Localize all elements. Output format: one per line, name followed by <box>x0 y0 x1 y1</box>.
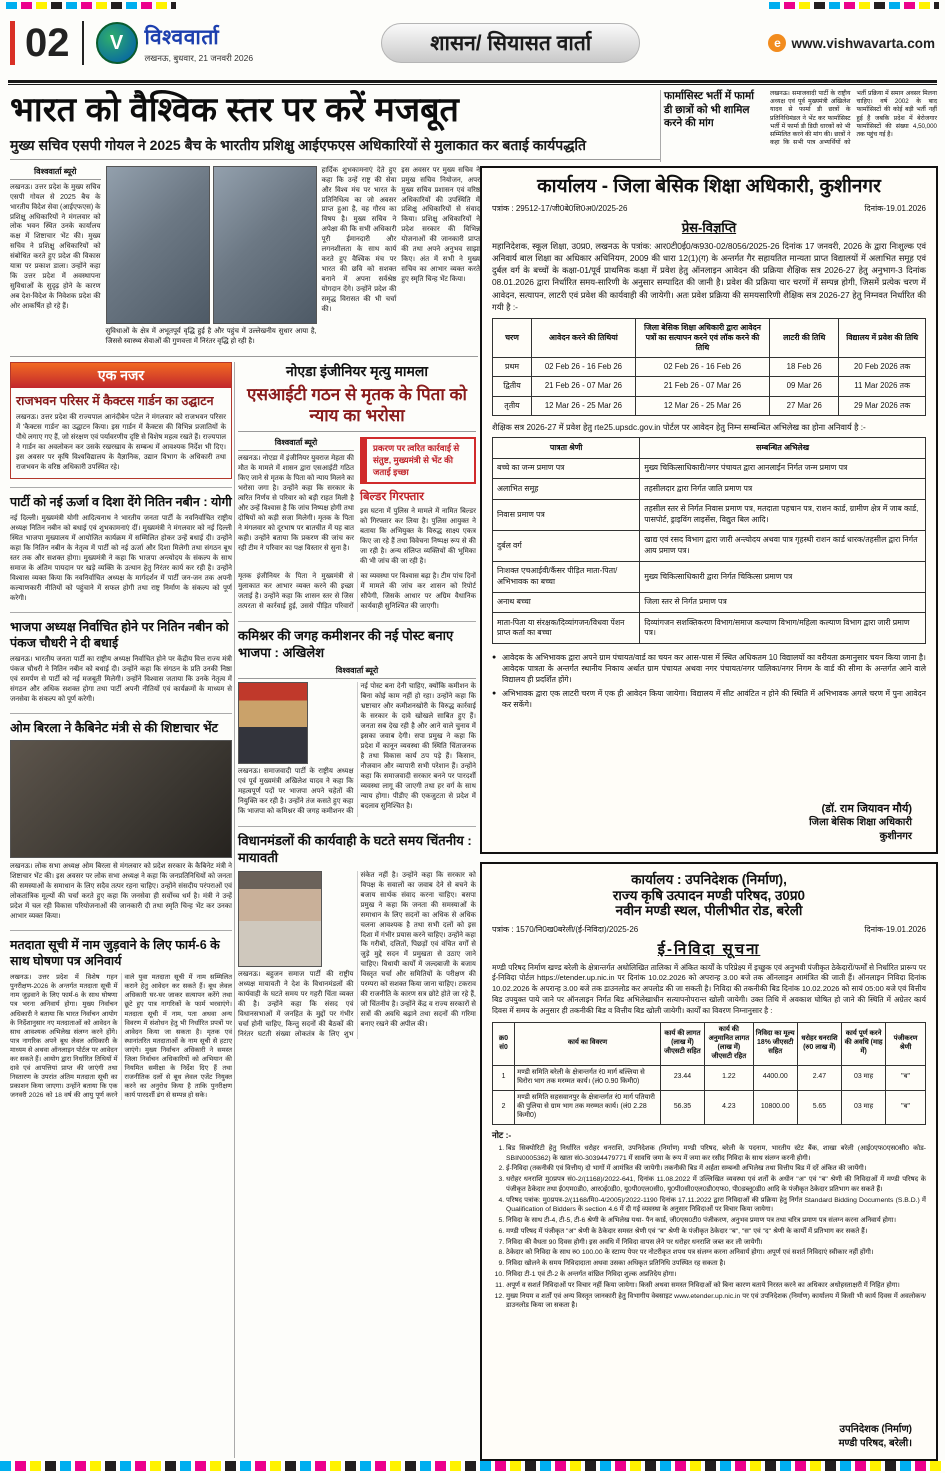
etender-title: ई-निविदा सूचना <box>657 940 761 958</box>
cell: 56.35 <box>660 1090 704 1124</box>
page-header <box>10 12 935 74</box>
notice-ref-row <box>492 203 926 214</box>
tender-intro: मण्डी परिषद निर्माण खण्ड बरेली के क्षेत्रान्तर्गत अधोलिखित तालिका में अंकित कार्यों के परिप्रेक्ष्य में इच्छुक एवं अनुभवी पंजीकृत ठेकेदारों/फर्मों से निर्धारित प्रारूप पर ई-निविदा पोर्टल https://etender.up.nic.in पर दिनांक 10.02.2026 को अपरान्ह 3.00 बजे तक ऑनलाइन आमंत्रित की जाती हैं। ऑनलाइन निविदा दिनांक 10.02.2026 के अपरान्ह 3.00 बजे तक डाउनलोड कर अपलोड की जा सकती है। निविदा की तकनीकी बिड दिनांक 10.02.2026 को सायं 05:00 बजे एवं वित्तीय बिड उपयुक्त पाये जाने पर ऑनलाइन निर्गत बिड अभिलेखाधीन सत्यापनोपरान्त खोली जायेगी। उक्त तिथि में अवकाश घोषित हो जाने की स्थिति में अग्रेतर कार्य दिवस में समय के अनुसार ही तकनीकी बिड व वित्तीय बिड खोली जायेगी। कार्यों का विवरण निम्नानुसार है : <box>492 962 926 1016</box>
notes-label: नोट :- <box>492 1129 512 1140</box>
cell: 4400.00 <box>753 1065 797 1090</box>
cell: तहसील स्तर से निर्गत निवास प्रमाण पत्र, मतदाता पहचान पत्र, राशन कार्ड, ग्रामीण क्षेत्र में जाब कार्ड, पासपोर्ट, ड्राइविंग लाइसेंस, विद्युत बिल आदि। <box>640 499 926 530</box>
cell: मुख्य चिकित्साधिकारी/नगर पंचायत द्वारा आनलाईन निर्गत जन्म प्रमाण पत्र <box>640 458 926 479</box>
table-header-row <box>493 438 926 459</box>
builder-arrest-subhead: बिल्डर गिरफ्तार <box>360 491 424 504</box>
byline: विश्ववार्ता ब्यूरो <box>10 166 101 180</box>
notice-ref-row <box>492 924 926 935</box>
header-divider <box>8 80 937 85</box>
registration-marks-top-left <box>6 2 176 9</box>
cell: तृतीय <box>493 396 532 415</box>
table-row <box>493 458 926 479</box>
cell: 03 माह <box>841 1090 885 1124</box>
table-row <box>493 530 926 561</box>
article-headline: मतदाता सूची में नाम जुड़वाने के लिए फार्म-6 के साथ घोषणा पत्र अनिवार्य <box>10 937 220 968</box>
cell: विद्यालय में प्रवेश की तिथि <box>839 318 926 357</box>
akhilesh-photo <box>238 682 308 764</box>
page-number: 02 <box>10 21 84 65</box>
article-body: लखनऊ। लोक सभा अध्यक्ष ओम बिरला से मंगलवार को प्रदेश सरकार के कैबिनेट मंत्री ने शिष्टाचार भेंट की। इस अवसर पर लोक सभा अध्यक्ष ने कहा कि जनप्रतिनिधियों को जनता की समस्याओं के समाधान के लिए सदैव तत्पर रहना चाहिए। उन्होंने संसदीय परंपराओं एवं लोकतांत्रिक मूल्यों की चर्चा करते हुए कहा कि जनसेवा ही सर्वोच्च धर्म है। मंत्री ने उन्हें प्रदेश में चल रही विकास परियोजनाओं की जानकारी दी तथा स्मृति चिन्ह भेंट कर उनका आभार व्यक्त किया। <box>10 863 232 920</box>
cell: 1.22 <box>705 1065 754 1090</box>
note-item: 6. मण्डी परिषद में पंजीकृत "अ" श्रेणी के ठेकेदार समस्त श्रेणी एवं "ब" श्रेणी के पंजीकृत ठेकेदार "ब", "स" एवं "द" श्रेणी के कार्यों में प्रतिभाग कर सकते हैं। <box>506 1227 926 1236</box>
article-body: लखनऊ। बहुजन समाज पार्टी की राष्ट्रीय अध्यक्ष मायावती ने देश के विधानमंडलों की कार्यवाही के घटते समय पर गहरी चिंता व्यक्त की है। उन्होंने कहा कि संसद एवं विधानसभाओं में जनहित के मुद्दों पर गंभीर चर्चा होनी चाहिए, किन्तु सदनों की बैठकों की निरंतर घटती संख्या लोकतंत्र के लिए शुभ संकेत नहीं है। उन्होंने कहा कि सरकार को विपक्ष के सवालों का जवाब देने से बचने के बजाय सार्थक संवाद करना चाहिए। बसपा प्रमुख ने कहा कि जनता की समस्याओं के समाधान के लिए सदनों का अधिक से अधिक चलना आवश्यक है तथा सभी दलों को इस दिशा में गंभीर प्रयास करने चाहिए। उन्होंने कहा कि गरीबों, दलितों, पिछड़ों एवं वंचित वर्गों से जुड़े मुद्दे सदन में प्रमुखता से उठाए जाने चाहिए। विधायी कार्यों में जल्दबाजी के बजाय विस्तृत चर्चा और समितियों के परीक्षण की परम्परा को सशक्त किया जाना चाहिए। टकराव की राजनीति के कारण सत्र छोटे होते जा रहे हैं, जो चिंतनीय है। उन्होंने केंद्र व राज्य सरकारों से सत्रों की अवधि बढ़ाने तथा सदनों की गरिमा बनाए रखने की अपील की। <box>238 871 476 1038</box>
signature-block <box>492 1423 926 1451</box>
documents-table <box>492 437 926 644</box>
sit-left-column <box>238 437 354 566</box>
cell: दिव्यांगजन सशक्तिकरण विभाग/समाज कल्याण विभाग/महिला कल्याण विभाग द्वारा जारी प्रमाण पत्र। <box>640 613 926 644</box>
logo-letter: V <box>109 31 124 54</box>
section-bar <box>253 23 768 63</box>
masthead-brand <box>96 22 254 64</box>
press-release-title: प्रेस-विज्ञप्ति <box>681 219 737 235</box>
article-body: नई दिल्ली। मुख्यमंत्री योगी आदित्यनाथ ने भारतीय जनता पार्टी के नवनिर्वाचित राष्ट्रीय अध्यक्ष नितिन नबीन को बधाई एवं शुभकामनाएं दीं। मुख्यमंत्री ने मंगलवार को नई दिल्ली स्थित भाजपा मुख्यालय में आयोजित कार्यक्रम में सम्मिलित होकर उन्हें बधाई दी। उन्होंने कहा कि नितिन नबीन के नेतृत्व में पार्टी को नई ऊर्जा और दिशा मिलेगी तथा संगठन बूथ स्तर तक और सशक्त होगा। मुख्यमंत्री ने कहा कि भाजपा अन्त्योदय के संकल्प के साथ समाज के अंतिम पायदान पर खड़े व्यक्ति के उत्थान हेतु निरंतर कार्य कर रही है। उन्होंने विश्वास व्यक्त किया कि नवनिर्वाचित अध्यक्ष के मार्गदर्शन में पार्टी जन-जन तक अपनी कल्याणकारी नीतियों को पहुंचाने में सफल होगी तथा राष्ट्र निर्माण के संकल्प को पूर्ण करेगी। <box>10 515 232 602</box>
cell: तहसीलदार द्वारा निर्गत जाति प्रमाण पत्र <box>640 479 926 500</box>
lead-paragraph-1: लखनऊ। उत्तर प्रदेश के मुख्य सचिव एसपी गोयल से 2025 बैच के भारतीय विदेश सेवा (आईएफएस) के प्रशिक्षु अधिकारियों ने मंगलवार को लोक भवन स्थित उनके कार्यालय कक्ष में शिष्टाचार भेंट की। मुख्य सचिव ने प्रशिक्षु अधिकारियों को संबोधित करते हुए प्रदेश की विकास यात्रा पर प्रकाश डाला। उन्होंने कहा कि उत्तर प्रदेश में अवस्थापना सुविधाओं के सुदृढ़ होने के कारण अब देश-विदेश के निवेशक प्रदेश की ओर आकर्षित हो रहे हैं। <box>10 183 101 310</box>
table-row <box>493 1065 926 1090</box>
note-item: 2. ई-निविदा (तकनीकी एवं वित्तीय) दो भागों में आमंत्रित की जायेगी। तकनीकी बिड में अर्हता सम्बन्धी अभिलेख तथा वित्तीय बिड में दरें अंकित की जायेंगी। <box>506 1164 926 1173</box>
table-row <box>493 479 926 500</box>
cell: लाटरी की तिथि <box>770 318 839 357</box>
lead-photo-left <box>106 166 210 324</box>
cell: निःशक्त एचआईवी/कैंसर पीड़ित माता-पिता/अभिभावक का बच्चा <box>493 561 640 592</box>
article-body: लखनऊ। उत्तर प्रदेश में विशेष गहन पुनरीक्षण-2026 के अन्तर्गत मतदाता सूची में नाम जुड़वाने के लिए फार्म-6 के साथ घोषणा पत्र भरना अनिवार्य होगा। मुख्य निर्वाचन अधिकारी ने बताया कि भारत निर्वाचन आयोग के निर्देशानुसार नए मतदाताओं को आवेदन के साथ आवश्यक अभिलेख संलग्न करने होंगे। पात्र नागरिक अपने बूथ लेवल अधिकारी के माध्यम से अथवा ऑनलाइन पोर्टल पर आवेदन कर सकते हैं। आयोग द्वारा निर्धारित तिथियों में दावे एवं आपत्तियां प्राप्त की जाएंगी तथा निस्तारण के उपरांत अंतिम मतदाता सूची का प्रकाशन किया जाएगा। उन्होंने बताया कि एक जनवरी 2026 को 18 वर्ष की आयु पूर्ण करने वाले युवा मतदाता सूची में नाम सम्मिलित कराने हेतु आवेदन कर सकते हैं। बूथ लेवल अधिकारी घर-घर जाकर सत्यापन करेंगे तथा छूटे हुए पात्र नागरिकों के फार्म भरवाएंगे। मतदाता सूची में नाम, पता अथवा अन्य विवरण में संशोधन हेतु भी निर्धारित प्रपत्रों पर आवेदन किया जा सकता है। मृतक एवं स्थानांतरित मतदाताओं के नाम सूची से हटाए जाएंगे। मुख्य निर्वाचन अधिकारी ने समस्त जिला निर्वाचन अधिकारियों को अभियान की नियमित समीक्षा के निर्देश दिए हैं तथा राजनीतिक दलों से बूथ लेवल एजेंट नियुक्त करने का अनुरोध किया है ताकि पुनरीक्षण कार्य पारदर्शी ढंग से सम्पन्न हो सके। <box>10 974 232 1100</box>
note-item: 8. ठेकेदार को निविदा के साथ रु0 100.00 के स्टाम्प पेपर पर नोटरीकृत शपथ पत्र संलग्न करना अनिवार्य होगा। अपूर्ण एवं सशर्त निविदाएं स्वीकार नहीं होंगी। <box>506 1248 926 1257</box>
cell: खाद्य एवं रसद विभाग द्वारा जारी अन्त्योदय अथवा पात्र गृहस्थी राशन कार्ड धारक/तहसील द्वारा निर्गत आय प्रमाण पत्र। <box>640 530 926 561</box>
sit-right-column <box>360 437 476 566</box>
signatory-name: (डॉ. राम जियावन मौर्य) <box>821 803 912 815</box>
article-headline: पार्टी को नई ऊर्जा व दिशा देंगे नितिन नबीन : योगी <box>10 494 232 509</box>
note-item: 9. निविदा खोलने के समय निविदादाता अथवा उसका अधिकृत प्रतिनिधि उपस्थित रह सकता है। <box>506 1259 926 1268</box>
left-article-pankaj <box>10 612 232 705</box>
cell: 10800.00 <box>753 1090 797 1124</box>
notice-bullets <box>492 650 926 711</box>
cell: निवास प्रमाण पत्र <box>493 499 640 530</box>
cell: पात्रता श्रेणी <box>493 438 640 459</box>
cell: 12 Mar 26 - 25 Mar 26 <box>635 396 769 415</box>
cell: 21 Feb 26 - 07 Mar 26 <box>531 377 635 396</box>
cell: कार्य की लागत (लाख में) जीएसटी सहित <box>660 1022 704 1065</box>
lead-bottom-divider <box>10 356 478 357</box>
cell: सम्बन्धित अभिलेख <box>640 438 926 459</box>
table-row <box>493 613 926 644</box>
photo-row <box>106 166 317 324</box>
notice-office-title: कार्यालय - जिला बेसिक शिक्षा अधिकारी, कुशीनगर <box>537 176 881 197</box>
cell: कार्य पूर्ण करने की अवधि (माह में) <box>841 1022 885 1065</box>
cell: आवेदन करने की तिथियां <box>531 318 635 357</box>
website-url: www.vishwavarta.com <box>791 35 935 51</box>
sit-headline: एसआईटी गठन से मृतक के पिता को न्याय का भरोसा <box>238 385 476 432</box>
note-item: 11. अपूर्ण व सशर्त निविदाओं पर विचार नहीं किया जायेगा। किसी अथवा समस्त निविदाओं को बिना कारण बताये निरस्त करने का अधिकार अधोहस्ताक्षरी में निहित होगा। <box>506 1281 926 1290</box>
eknazar-article <box>11 388 231 478</box>
cell: कार्य की अनुमानित लागत (लाख में) जीएसटी रहित <box>705 1022 754 1065</box>
notice-ref-number: पत्रांक : 29512-17/जी0बे0शि0अ0/2025-26 <box>492 203 628 213</box>
left-article-yogi <box>10 487 232 604</box>
article-headline: भाजपा अध्यक्ष निर्वाचित होने पर नितिन नबीन को पंकज चौधरी ने दी बधाई <box>10 619 229 650</box>
pharma-article <box>664 90 937 162</box>
tender-office-line3: नवीन मण्डी स्थल, पीलीभीत रोड, बरेली <box>615 903 803 919</box>
lead-paragraph-3: इस अवसर पर मुख्य सचिव ने प्रमुख सचिव नियोजन, अपर मुख्य सचिव प्रशासन एवं वरिष्ठ अधिकारियों की उपस्थिति में प्रशिक्षु अधिकारियों से संवाद किया। प्रशिक्षु अधिकारियों ने प्रदेश सरकार की विभिन्न योजनाओं की जानकारी प्राप्त की तथा अपने अनुभव साझा किए। अंत में सभी ने मुख्य सचिव का आभार व्यक्त करते हुए स्मृति चिन्ह भेंट किया। <box>401 166 480 284</box>
sit-paragraph-2: इस घटना में पुलिस ने मामले में नामित बिल्डर को गिरफ्तार कर लिया है। पुलिस आयुक्त ने बताया कि अभियुक्त के विरुद्ध साक्ष्य एकत्र किए जा रहे हैं तथा विवेचना निष्पक्ष रूप से की जा रही है। अन्य संलिप्त व्यक्तियों की भूमिका की भी जांच की जा रही है। <box>360 508 476 565</box>
cell: 02 Feb 26 - 16 Feb 26 <box>635 358 769 377</box>
article-headline: विधानमंडलों की कार्यवाही के घटते समय चिंतनीय : मायावती <box>238 833 472 865</box>
bullet-item: ● आवेदक के अभिभावक द्वारा अपने ग्राम पंचायत/वार्ड का चयन कर आस-पास में स्थित अधिकतम 10 विद्यालयों का वरीयता क्रमानुसार चयन किया जाना है। आवेदक पात्रता के अन्तर्गत स्थानीय निकाय अर्थात ग्राम पंचायत अथवा नगर पंचायत/नगर पालिका/नगर निगम के वार्ड की सीमा के अन्तर्गत आने वाले विद्यालय ही प्रदर्शित होंगे। <box>492 653 926 686</box>
sit-paragraph-1: लखनऊ। नोएडा में इंजीनियर युवराज मेहता की मौत के मामले में शासन द्वारा एसआईटी गठित किए जाने से मृतक के पिता को न्याय मिलने का भरोसा जगा है। उन्होंने कहा कि सरकार के त्वरित निर्णय से परिवार को बड़ी राहत मिली है और उन्हें विश्वास है कि जांच निष्पक्ष होगी तथा दोषियों को कड़ी सजा मिलेगी। मृतक के पिता ने मंगलवार को दूरभाष पर बातचीत में यह बात कही। उन्होंने बताया कि प्रकरण की जांच कर रही टीम ने परिवार का पक्ष विस्तार से सुना है। <box>238 455 354 552</box>
cell: 09 Mar 26 <box>770 377 839 396</box>
cell: जिला स्तर से निर्गत प्रमाण पत्र <box>640 592 926 613</box>
sit-highlight-text: प्रकरण पर त्वरित कार्रवाई से संतुष्ट, मुख्यमंत्री से भेंट की जताई इच्छा <box>373 443 460 477</box>
signature-block <box>492 801 926 844</box>
note-item: 10. निविदा टी-1 एवं टी-2 के अन्तर्गत वांछित निविदा शुल्क अप्रतिदेय होगा। <box>506 1270 926 1279</box>
tender-office-line1: कार्यालय : उपनिदेशक (निर्माण), <box>631 872 787 887</box>
note-item: 4. परिषद पत्रांक: मु0प्रपत्र-2/(1168/मि0-4/2005)/2022-1190 दिनांक 17.11.2022 द्वारा निविदाओं की प्रक्रिया हेतु निर्गत Standard Bidding Documents (S.B.D.) में Qualification of Bidders के section 4.6 में दी गई व्यवस्था के अनुसार निविदाओं पर विचार किया जायेगा। <box>506 1196 926 1215</box>
bullet-item: ● अभिभावक द्वारा एक लाटरी चरण में एक ही आवेदन किया जायेगा। विद्यालय में सीट आवंटित न होने की स्थिति में अभिभावक अगले चरण में पुनः आवेदन कर सकेंगे। <box>492 689 926 711</box>
table-row <box>493 358 926 377</box>
left-article-voterlist <box>10 930 232 1101</box>
website-block <box>768 34 935 52</box>
tender-office-line2: राज्य कृषि उत्पादन मण्डी परिषद, उ0प्र0 <box>612 887 806 903</box>
lead-photo-block <box>106 166 317 347</box>
registration-marks-bottom <box>0 1461 945 1471</box>
note-item: 12. मुख्य नियम व शर्तों एवं अन्य विस्तृत जानकारी हेतु विभागीय वेबसाइट www.etender.up.nic.in पर एवं उपनिदेशक (निर्माण) कार्यालय में किसी भी कार्य दिवस में अवलोकन/डाउनलोड किया जा सकता है। <box>506 1292 926 1311</box>
pharma-body: लखनऊ। समाजवादी पार्टी के राष्ट्रीय अध्यक्ष एवं पूर्व मुख्यमंत्री अखिलेश यादव से फार्मा डी छात्रों के प्रतिनिधिमंडल ने भेंट कर फार्मासिस्ट भर्ती में फार्मा डी डिग्री धारकों को भी सम्मिलित करने की मांग की। छात्रों ने कहा कि सभी पात्र अभ्यर्थियों को भर्ती प्रक्रिया में समान अवसर मिलना चाहिए। वर्ष 2002 के बाद फार्मासिस्टों की कोई बड़ी भर्ती नहीं हुई है जबकि प्रदेश में बेरोजगार फार्मासिस्टों की संख्या 4,50,000 तक पहुंच गई है। <box>770 90 937 147</box>
cell: 03 माह <box>841 1065 885 1090</box>
table-row <box>493 1090 926 1124</box>
note-item: 1. बिड सिक्योरिटी हेतु निर्धारित धरोहर धनराशि, उपनिदेशक (निर्माण) मण्डी परिषद, बरेली के पदनाम, भारतीय स्टेट बैंक, शाखा बरेली (आई0एफ0एस0सी0 कोड-SBIN0005362) के खाता सं0-30394479771 में सावधि जमा के रूप में जमा कर रसीद निविदा के साथ संलग्न करनी होगी। <box>506 1144 926 1163</box>
mayawati-article <box>238 826 476 1039</box>
cell: 29 Mar 2026 तक <box>839 396 926 415</box>
cell: माता-पिता या संरक्षक/दिव्यांगजन/विधवा पेंशन प्राप्त कर्ता का बच्चा <box>493 613 640 644</box>
article-body: लखनऊ। समाजवादी पार्टी के राष्ट्रीय अध्यक्ष एवं पूर्व मुख्यमंत्री अखिलेश यादव ने कहा कि महत्वपूर्ण पदों पर भाजपा अपने चहेतों की नियुक्ति कर रही है। उन्होंने तंज कसते हुए कहा कि भाजपा को कमिश्नर की जगह कमीशनर की नई पोस्ट बना देनी चाहिए, क्योंकि कमीशन के बिना कोई काम नहीं हो रहा। उन्होंने कहा कि भ्रष्टाचार और कमीशनखोरी के विरुद्ध कार्रवाई के सरकार के दावे खोखले साबित हुए हैं। जनता सब देख रही है और आने वाले चुनाव में इसका जवाब देगी। सपा प्रमुख ने कहा कि प्रदेश में कानून व्यवस्था की स्थिति चिंताजनक है तथा विकास कार्य ठप पड़े हैं। किसान, नौजवान और व्यापारी सभी परेशान हैं। उन्होंने कहा कि समाजवादी सरकार बनने पर पारदर्शी व्यवस्था लागू की जाएगी तथा हर वर्ग के साथ न्याय होगा। पीडीए की एकजुटता से प्रदेश में बदलाव सुनिश्चित है। <box>238 683 476 816</box>
signatory-title: उपनिदेशक (निर्माण) <box>839 1424 912 1435</box>
cell: जिला बेसिक शिक्षा अधिकारी द्वारा आवेदन पत्रों का सत्यापन करने एवं लॉक करने की तिथि <box>635 318 769 357</box>
table-header-row <box>493 1022 926 1065</box>
cell: 18 Feb 26 <box>770 358 839 377</box>
article-body: लखनऊ। उत्तर प्रदेश की राज्यपाल आनंदीबेन पटेल ने मंगलवार को राजभवन परिसर में 'कैक्टस गार्डन' का उद्घाटन किया। इस गार्डन में कैक्टस की विभिन्न प्रजातियों के पौधे लगाए गए हैं, जो संरक्षण एवं पर्यावरणीय दृष्टि से विशेष महत्व रखते हैं। राज्यपाल ने गार्डन का अवलोकन कर उसके रखरखाव के सम्बन्ध में आवश्यक निर्देश भी दिए। इस अवसर पर कृषि विश्वविद्यालय के वैज्ञानिक, उद्यान विभाग के अधिकारी तथा राजभवन के वरिष्ठ अधिकारी उपस्थित रहे। <box>16 414 226 471</box>
table-row <box>493 561 926 592</box>
cell: 11 Mar 2026 तक <box>839 377 926 396</box>
edition-dateline: लखनऊ, बुधवार, 21 जनवरी 2026 <box>144 52 254 63</box>
lead-subhead: मुख्य सचिव एसपी गोयल ने 2025 बैच के भारतीय प्रशिक्षु आईएफएस अधिकारियों से मुलाकात कर बताई कार्यपद्धति <box>10 136 660 160</box>
article-headline: ओम बिरला ने कैबिनेट मंत्री से की शिष्टाचार भेंट <box>10 720 218 735</box>
table-row <box>493 377 926 396</box>
sit-article <box>238 362 476 612</box>
article-body: लखनऊ। भारतीय जनता पार्टी का राष्ट्रीय अध्यक्ष निर्वाचित होने पर केंद्रीय वित्त राज्य मंत्री पंकज चौधरी ने नितिन नबीन को बधाई दी। उन्होंने कहा कि संगठन के प्रति उनकी निष्ठा एवं समर्पण से पार्टी को नई मजबूती मिलेगी। उन्होंने विश्वास जताया कि उनके नेतृत्व में संगठन और अधिक सशक्त होगा तथा पार्टी अपनी नीतियों एवं कार्यक्रमों के माध्यम से जनसेवा के संकल्प को पूर्ण करेगी। <box>10 656 232 703</box>
cell: 12 Mar 26 - 25 Mar 26 <box>531 396 635 415</box>
note-item: 5. निविदा के साथ टी-4, टी-5, टी-6 श्रेणी के अभिलेख यथा- पैन कार्ड, जी0एस0टी0 पंजीकरण, अनुभव प्रमाण पत्र तथा चरित्र प्रमाण पत्र संलग्न करना अनिवार्य होगा। <box>506 1216 926 1225</box>
eknazar-box <box>10 362 232 479</box>
cell: बच्चे का जन्म प्रमाण पत्र <box>493 458 640 479</box>
cell: "ब" <box>886 1065 926 1090</box>
cell: 2 <box>493 1090 515 1124</box>
sit-highlight-box <box>360 437 476 484</box>
article-body-columns <box>238 682 476 817</box>
sit-paragraph-3: मृतक इंजीनियर के पिता ने मुख्यमंत्री से मुलाकात कर आभार व्यक्त करने की इच्छा जताई है। उन्होंने कहा कि शासन स्तर से जिस तत्परता से कार्रवाई हुई, उससे पीड़ित परिवारों का व्यवस्था पर विश्वास बढ़ा है। टीम पांच दिनों में मामले की जांच कर शासन को रिपोर्ट सौंपेगी, जिसके आधार पर अग्रिम वैधानिक कार्यवाही सुनिश्चित की जाएगी। <box>238 572 476 610</box>
lead-column-1 <box>10 166 101 347</box>
column-divider <box>234 362 235 1458</box>
cell: धरोहर धनराशि (रु0 लाख में) <box>797 1022 841 1065</box>
cell: अनाथ बच्चा <box>493 592 640 613</box>
sit-kicker: नोएडा इंजीनियर मृत्यु मामला <box>285 363 429 379</box>
article-headline: कमिश्नर की जगह कमीशनर की नई पोस्ट बनाए भाजपा : अखिलेश <box>238 627 454 660</box>
cell: निविदा का मूल्य 18% जीएसटी सहित <box>753 1022 797 1065</box>
cell: 23.44 <box>660 1065 704 1090</box>
byline: विश्ववार्ता ब्यूरो <box>238 437 354 451</box>
admission-schedule-table <box>492 318 926 416</box>
mayawati-photo <box>238 871 322 967</box>
lead-paragraph-2: हार्दिक शुभकामनाएं देते हुए कहा कि उन्हें राष्ट्र की सेवा और विश्व मंच पर भारत के प्रतिनिधित्व का जो अवसर प्राप्त हुआ है, वह गौरव का विषय है। मुख्य सचिव ने अपेक्षा की कि सभी अधिकारी पूरी ईमानदारी और लगनशीलता के साथ कार्य करते हुए वैश्विक मंच पर भारत की छवि को सशक्त बनाने में अपना सर्वश्रेष्ठ योगदान देंगे। उन्होंने प्रदेश की समृद्ध विरासत की भी चर्चा की। <box>321 166 397 313</box>
notice-ref-number: पत्रांक : 1570/नि0ख0बरेली/(ई-निविदा)/2025-26 <box>492 924 639 934</box>
section-title: शासन/ सियासत वार्ता <box>381 23 640 63</box>
signatory-place: मण्डी परिषद, बरेली। <box>838 1438 912 1449</box>
left-article-ombirla <box>10 713 232 922</box>
sit-body <box>238 437 476 566</box>
notice-date: दिनांक-19.01.2026 <box>864 924 926 934</box>
table-header-row <box>493 318 926 357</box>
cell: 4.23 <box>705 1090 754 1124</box>
akhilesh-article <box>238 621 476 817</box>
cell: दुर्बल वर्ग <box>493 530 640 561</box>
pharma-headline: फार्मासिस्ट भर्ती में फार्मा डी छात्रों को भी शामिल करने की मांग <box>664 90 754 130</box>
cell: मण्डी समिति बरेली के क्षेत्रान्तर्गत रं0 मार्ग बल्लिया से घिरोरा भाग तक मरम्मत कार्य। (लं0 0.90 किमी0) <box>515 1065 661 1090</box>
education-notice <box>480 166 938 854</box>
middle-column <box>238 362 476 1039</box>
notice-intro: महानिदेशक, स्कूल शिक्षा, उ0प्र0, लखनऊ के पत्रांक: आर0टी0ई0/क930-02/8056/2025-26 दिनांक 17 जनवरी, 2026 के द्वारा निःशुल्क एवं अनिवार्य बाल शिक्षा का अधिकार अधिनियम, 2009 की धारा 12(1)(ग) के अन्तर्गत गैर सहायतित मान्यता प्राप्त विद्यालयों में अलाभित समूह एवं दुर्बल वर्ग के बच्चों के कक्षा-01/पूर्व प्राथमिक कक्षा में प्रवेश हेतु ऑनलाइन आवेदन की प्रक्रिया शैक्षिक सत्र 2026-27 हेतु अनुभाग-3 दिनांक 08.01.2026 द्वारा निर्धारित समय-सारिणी के अनुसार सम्पादित की जानी है। प्रवेश की प्रक्रिया चार चरणों में सम्पन्न होगी, जिसमें प्रत्येक चरण में आवेदन, सत्यापन, लाटरी एवं प्रवेश की कार्यवाही की जायेगी। अतः प्रवेश प्रक्रिया की समयसारिणी शैक्षिक सत्र 2026-27 हेतु निम्नवत निर्धारित की गयी है :- <box>492 240 926 312</box>
registration-marks-top-right <box>769 2 939 9</box>
article-headline: राजभवन परिसर में कैक्टस गार्डन का उद्घाटन <box>16 394 214 408</box>
pharma-divider <box>660 90 661 162</box>
cell: 21 Feb 26 - 07 Mar 26 <box>635 377 769 396</box>
cell: 2.47 <box>797 1065 841 1090</box>
masthead-title: विश्ववार्ता <box>144 25 220 49</box>
eknazar-title: एक नजर <box>11 363 231 388</box>
table-row <box>493 499 926 530</box>
note-item: 7. निविदा की वैधता 90 दिवस होगी। इस अवधि में निविदा वापस लेने पर धरोहर धनराशि जब्त कर ली जायेगी। <box>506 1238 926 1247</box>
cell: 27 Mar 26 <box>770 396 839 415</box>
documents-intro: शैक्षिक सत्र 2026-27 में प्रवेश हेतु rte25.upsdc.gov.in पोर्टल पर आवेदन हेतु निम्न सम्बन्धित अभिलेख का होना अनिवार्य है :- <box>492 422 866 432</box>
lead-headline: भारत को वैश्विक स्तर पर करें मजबूत <box>10 91 459 129</box>
lead-photo-caption: सुविधाओं के क्षेत्र में अभूतपूर्व वृद्धि हुई है और पहुंच में उल्लेखनीय सुधार आया है, जिससे स्वास्थ्य सेवाओं की गुणवत्ता में निरंतर वृद्धि हो रही है। <box>105 327 317 345</box>
table-row <box>493 396 926 415</box>
cell: "ब" <box>886 1090 926 1124</box>
note-item: 3. धरोहर धनराशि मु0प्रपत्र सं0-2/(1168)/2022-641, दिनांक 11.08.2022 में उल्लिखित व्यवस्था एवं शर्तों के अधीन "अ" एवं "ब" श्रेणी की निविदाओं में मण्डी परिषद के पंजीकृत ठेकेदार तथा ई0एम0डी0, आर0ई0डी0, यू0पी0एल0सी0, यू0पी0सी0एल0डी0एफ0, पी0डब्लू0डी0 आदि के पंजीकृत ठेकेदार प्रतिभाग कर सकते हैं। <box>506 1175 926 1194</box>
cell: 1 <box>493 1065 515 1090</box>
tender-notice <box>480 862 938 1461</box>
cell: कार्य का विवरण <box>515 1022 661 1065</box>
tender-notes-list <box>506 1143 926 1311</box>
cell: द्वितीय <box>493 377 532 396</box>
cell: चरण <box>493 318 532 357</box>
om-birla-photo <box>10 740 232 858</box>
cell: 20 Feb 2026 तक <box>839 358 926 377</box>
signatory-place: कुशीनगर <box>879 831 912 842</box>
cell: मुख्य चिकित्साधिकारी द्वारा निर्गत चिकित्सा प्रमाण पत्र <box>640 561 926 592</box>
newspaper-logo-icon <box>96 22 138 64</box>
lead-body <box>10 166 480 347</box>
byline: विश्ववार्ता ब्यूरो <box>238 665 476 679</box>
notice-date: दिनांक-19.01.2026 <box>864 203 926 213</box>
article-body-columns <box>238 871 476 1040</box>
cell: 5.65 <box>797 1090 841 1124</box>
tender-works-table <box>492 1022 926 1125</box>
brand-text <box>145 23 254 64</box>
cell: अलाभित समूह <box>493 479 640 500</box>
table-row <box>493 592 926 613</box>
cell: 02 Feb 26 - 16 Feb 26 <box>531 358 635 377</box>
left-column <box>10 362 232 1100</box>
cell: प्रथम <box>493 358 532 377</box>
globe-icon: e <box>768 34 786 52</box>
cell: मण्डी समिति सहसवानपुर के क्षेत्रान्तर्गत रं0 मार्ग पतियारी की पुलिया से ग्राम भाग तक मरम्मत कार्य। (लं0 2.28 किमी0) <box>515 1090 661 1124</box>
cell: क्र0 सं0 <box>493 1022 515 1065</box>
lead-photo-right <box>213 166 317 324</box>
signatory-title: जिला बेसिक शिक्षा अधिकारी <box>809 817 912 828</box>
cell: पंजीकरण श्रेणी <box>886 1022 926 1065</box>
